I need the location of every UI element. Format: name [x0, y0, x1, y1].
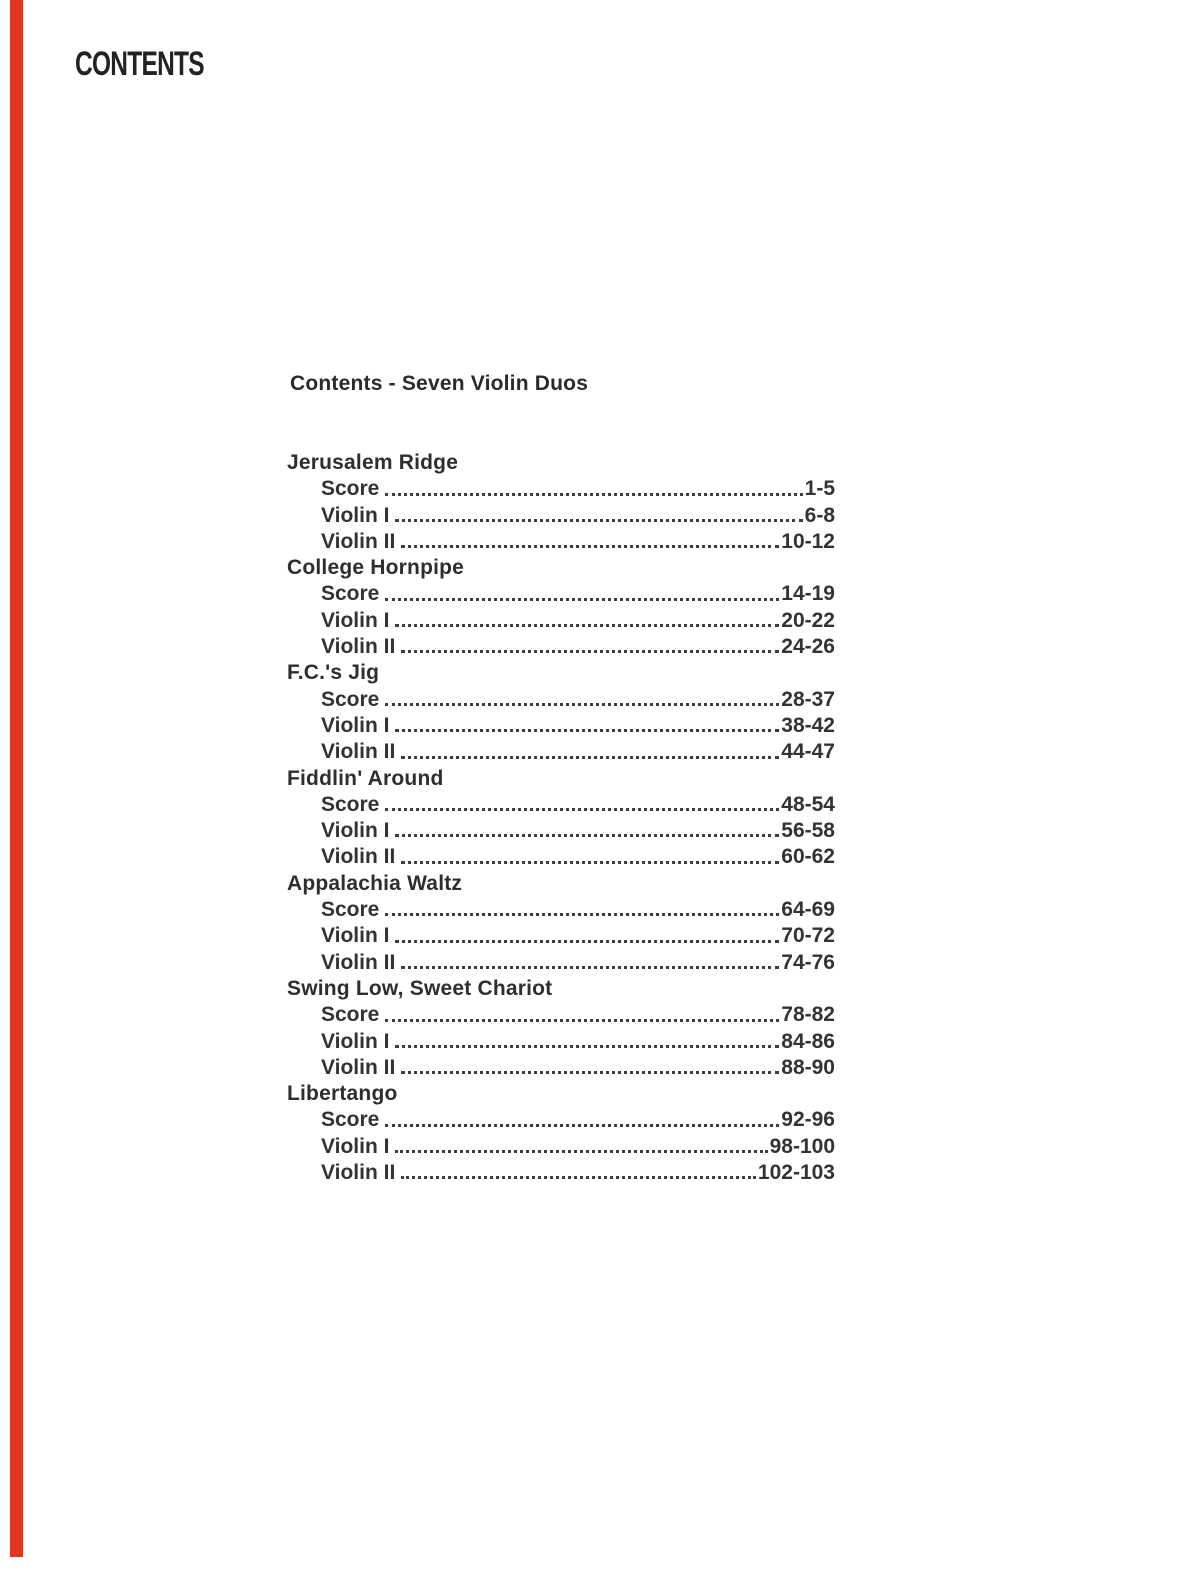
entry-label: Score	[321, 898, 380, 922]
toc-entry-row	[287, 923, 835, 949]
song-title: Swing Low, Sweet Chariot	[287, 976, 553, 1000]
toc-entry-row	[287, 713, 835, 739]
toc-entry-row	[287, 950, 835, 976]
dotted-leader	[385, 913, 779, 916]
entry-label: Violin II	[321, 1055, 396, 1079]
toc-title: Contents - Seven Violin Duos	[290, 372, 589, 395]
dotted-leader	[395, 729, 779, 732]
dotted-leader	[401, 756, 779, 759]
entry-pages: 98-100	[769, 1134, 835, 1158]
entry-label: Violin II	[321, 635, 396, 659]
toc-entry-row	[287, 1002, 835, 1028]
entry-pages: 20-22	[781, 608, 835, 632]
dotted-leader	[401, 861, 779, 864]
song-title: F.C.'s Jig	[287, 661, 380, 685]
toc-entry-row	[287, 844, 835, 870]
dotted-leader	[401, 650, 779, 653]
entry-pages: 24-26	[781, 635, 835, 659]
dotted-leader	[395, 519, 802, 522]
entry-label: Violin I	[321, 924, 390, 948]
entry-label: Violin II	[321, 950, 396, 974]
dotted-leader	[385, 598, 779, 601]
entry-pages: 92-96	[781, 1108, 835, 1132]
entry-label: Score	[321, 687, 380, 711]
entry-label: Violin II	[321, 529, 396, 553]
song-title: Libertango	[287, 1082, 398, 1106]
entry-label: Violin I	[321, 713, 390, 737]
entry-pages: 28-37	[781, 687, 835, 711]
entry-pages: 64-69	[781, 898, 835, 922]
toc-entry-row	[287, 476, 835, 502]
dotted-leader	[395, 834, 779, 837]
entry-label: Violin I	[321, 503, 390, 527]
toc-entry-row	[287, 608, 835, 634]
entry-label: Violin I	[321, 608, 390, 632]
entry-pages: 102-103	[757, 1161, 835, 1185]
entry-label: Violin II	[321, 1161, 396, 1185]
dotted-leader	[395, 940, 779, 943]
entry-pages: 38-42	[781, 713, 835, 737]
entry-pages: 88-90	[781, 1055, 835, 1079]
entry-pages: 74-76	[781, 950, 835, 974]
entry-label: Score	[321, 477, 380, 501]
dotted-leader	[401, 545, 779, 548]
entry-pages: 48-54	[781, 792, 835, 816]
dotted-leader	[385, 1019, 779, 1022]
entry-label: Violin I	[321, 1134, 390, 1158]
toc-entry-row	[287, 581, 835, 607]
table-of-contents	[287, 450, 835, 1186]
entry-pages: 10-12	[781, 529, 835, 553]
toc-entry-row	[287, 1160, 835, 1186]
toc-entry-row	[287, 1107, 835, 1133]
toc-entry-row	[287, 529, 835, 555]
entry-label: Violin II	[321, 740, 396, 764]
entry-label: Violin I	[321, 819, 390, 843]
dotted-leader	[395, 1150, 767, 1153]
toc-entry-row	[287, 739, 835, 765]
page-edge-red-stripe	[10, 0, 23, 1557]
entry-label: Score	[321, 582, 380, 606]
entry-pages: 6-8	[804, 503, 835, 527]
toc-entry-row	[287, 1134, 835, 1160]
dotted-leader	[401, 1071, 779, 1074]
toc-entry-row	[287, 1055, 835, 1081]
entry-label: Score	[321, 1003, 380, 1027]
entry-pages: 1-5	[804, 477, 835, 501]
entry-pages: 14-19	[781, 582, 835, 606]
entry-pages: 56-58	[781, 819, 835, 843]
entry-pages: 78-82	[781, 1003, 835, 1027]
entry-pages: 84-86	[781, 1029, 835, 1053]
toc-entry-row	[287, 792, 835, 818]
toc-entry-row	[287, 503, 835, 529]
song-title: Appalachia Waltz	[287, 871, 463, 895]
entry-label: Score	[321, 1108, 380, 1132]
dotted-leader	[385, 703, 779, 706]
toc-entry-row	[287, 687, 835, 713]
dotted-leader	[395, 624, 779, 627]
entry-pages: 60-62	[781, 845, 835, 869]
dotted-leader	[401, 1176, 756, 1179]
dotted-leader	[385, 808, 779, 811]
dotted-leader	[395, 1045, 779, 1048]
page-title: CONTENTS	[75, 45, 204, 83]
entry-pages: 44-47	[781, 740, 835, 764]
dotted-leader	[385, 1124, 779, 1127]
song-title: Jerusalem Ridge	[287, 451, 459, 474]
toc-entry-row	[287, 818, 835, 844]
toc-entry-row	[287, 1029, 835, 1055]
entry-label: Violin II	[321, 845, 396, 869]
song-title: College Hornpipe	[287, 556, 465, 580]
entry-label: Violin I	[321, 1029, 390, 1053]
song-title: Fiddlin' Around	[287, 766, 444, 790]
dotted-leader	[385, 493, 802, 496]
entry-label: Score	[321, 792, 380, 816]
entry-pages: 70-72	[781, 924, 835, 948]
toc-entry-row	[287, 634, 835, 660]
toc-entry-row	[287, 897, 835, 923]
dotted-leader	[401, 966, 779, 969]
